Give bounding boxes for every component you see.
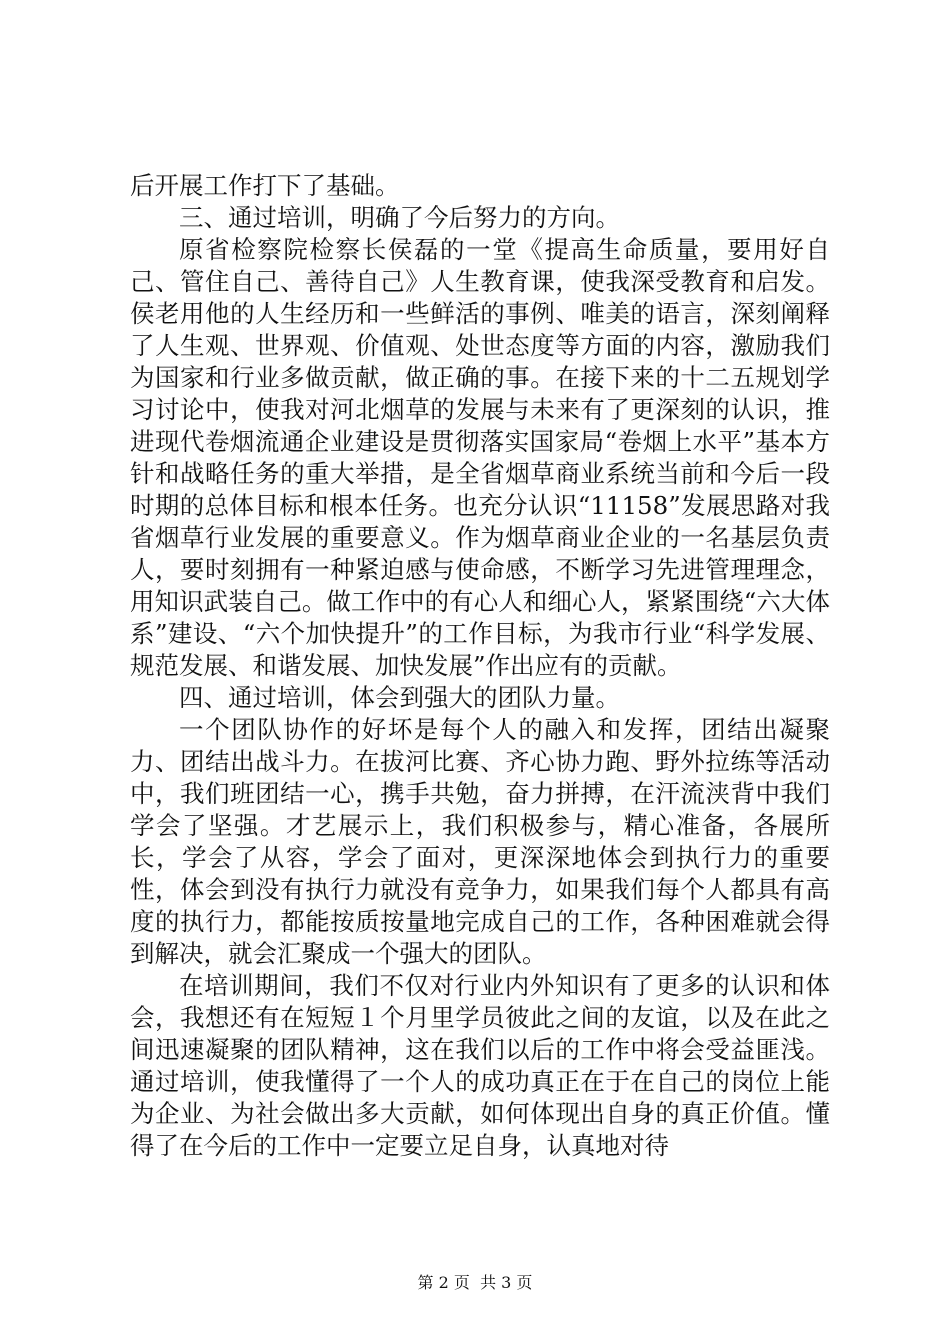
section-heading-4: 四、通过培训，体会到强大的团队力量。: [179, 683, 620, 712]
page-footer: [0, 1270, 950, 1293]
section-heading-3: 三、通过培训，明确了今后努力的方向。: [179, 203, 620, 232]
paragraph-6: 在培训期间，我们不仅对行业内外知识有了更多的认识和体会，我想还有在短短１个月里学员彼此之间的友谊，以及在此之间迅速凝聚的团队精神，这在我们以后的工作中将会受益匪浅。通过培训，使我懂得了一个人的成功真正在于在自己的岗位上能为企业、为社会做出多大贡献，如何体现出自身的真正价值。懂得了在今后的工作中一定要立足自身，认真地对待: [130, 971, 830, 1160]
paragraph-3: 原省检察院检察长侯磊的一堂《提高生命质量，要用好自己、管住自己、善待自己》人生教育课，使我深受教育和启发。侯老用他的人生经历和一些鲜活的事例、唯美的语言，深刻阐释了人生观、世界观、价值观、处世态度等方面的内容，激励我们为国家和行业多做贡献，做正确的事。在接下来的十二五规划学习讨论中，使我对河北烟草的发展与未来有了更深刻的认识，推进现代卷烟流通企业建设是贯彻落实国家局“卷烟上水平”基本方针和战略任务的重大举措，是全省烟草商业系统当前和今后一段时期的总体目标和根本任务。也充分认识“11158”发展思路对我省烟草行业发展的重要意义。作为烟草商业企业的一名基层负责人，要时刻拥有一种紧迫感与使命感，不断学习先进管理理念，用知识武装自己。做工作中的有心人和细心人，紧紧围绕“六大体系”建设、“六个加快提升”的工作目标，为我市行业“科学发展、规范发展、和谐发展、加快发展”作出应有的贡献。: [130, 235, 830, 680]
paragraph-5: 一个团队协作的好坏是每个人的融入和发挥，团结出凝聚力、团结出战斗力。在拔河比赛、齐心协力跑、野外拉练等活动中，我们班团结一心，携手共勉，奋力拼搏，在汗流浃背中我们学会了坚强。才艺展示上，我们积极参与，精心准备，各展所长，学会了从容，学会了面对，更深深地体会到执行力的重要性，体会到没有执行力就没有竞争力，如果我们每个人都具有高度的执行力，都能按质按量地完成自己的工作，各种困难就会得到解决，就会汇聚成一个强大的团队。: [130, 715, 830, 968]
paragraph-1: 后开展工作打下了基础。: [130, 171, 400, 200]
page-number-label: 第 2 页 共 3 页: [417, 1273, 533, 1292]
document-body: [130, 170, 830, 1162]
